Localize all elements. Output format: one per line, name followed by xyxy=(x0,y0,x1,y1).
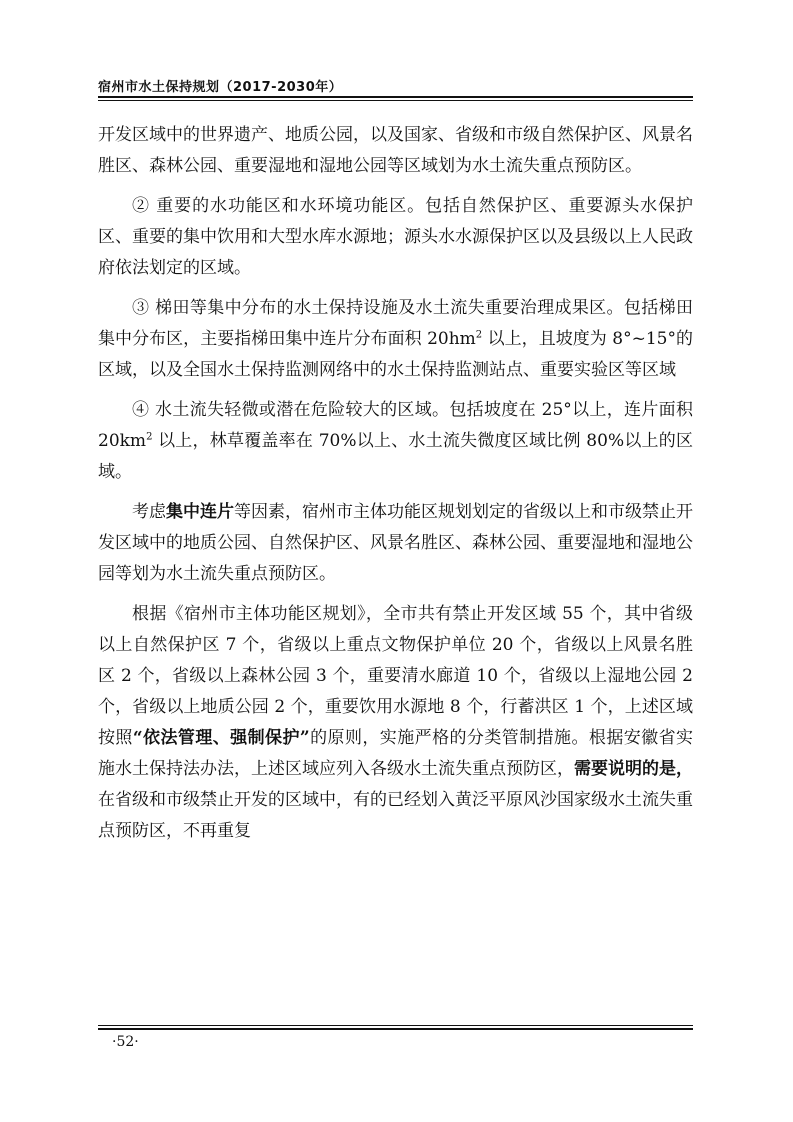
paragraph-item-4 xyxy=(98,395,693,488)
paragraph-text: 根据《宿州市主体功能区规划》，全市共有禁止开发区域 55 个，其中省级以上自然保护区 7 个，省级以上重点文物保护单位 20 个，省级以上风景名胜区 2 个，省级以上森林公园 3 个，重要清水廊道 10 个，省级以上湿地公园 2 个，省级以上地质公园 2 个，重要饮用水源地 8 个，行蓄洪区 1 个，上述区域按照 xyxy=(98,604,693,748)
page-number: ·52· xyxy=(112,1034,139,1050)
page-header xyxy=(98,76,693,100)
paragraph-item-2 xyxy=(98,191,693,284)
footer-rule-thick xyxy=(98,1028,693,1030)
paragraph-consideration xyxy=(98,497,693,590)
paragraph-item-3 xyxy=(98,293,693,386)
body-text xyxy=(98,120,693,856)
bold-text: 集中连片 xyxy=(166,502,234,522)
superscript: 2 xyxy=(475,329,483,341)
superscript: 2 xyxy=(146,431,153,443)
paragraph-plan xyxy=(98,599,693,847)
header-rule-thin xyxy=(98,100,693,101)
paragraph-text: 等因素，宿州市主体功能区规划划定的省级以上和市级禁止开发区域中的地质公园、自然保护区、风景名胜区、森林公园、重要湿地和湿地公园等划为水土流失重点预防区。 xyxy=(98,502,693,584)
paragraph-text: 在省级和市级禁止开发的区域中，有的已经划入黄泛平原风沙国家级水土流失重点预防区，不再重复 xyxy=(98,790,693,841)
paragraph-text: ③ 梯田等集中分布的水土保持设施及水土流失重要治理成果区。包括梯田集中分布区，主要指梯田集中连片分布面积 20hm xyxy=(98,298,693,349)
paragraph-text: 的原则，实施严格的分类管制措施。根据安徽省实施水土保持法办法，上述区域应列入各级水土流失重点预防区， xyxy=(98,728,694,779)
paragraph-continuation xyxy=(98,120,693,182)
paragraph-text: ② 重要的水功能区和水环境功能区。包括自然保护区、重要源头水保护区、重要的集中饮用和大型水库水源地；源头水水源保护区以及县级以上人民政府依法划定的区域。 xyxy=(98,196,693,278)
paragraph-text: 开发区域中的世界遗产、地质公园，以及国家、省级和市级自然保护区、风景名胜区、森林公园、重要湿地和湿地公园等区域划为水土流失重点预防区。 xyxy=(98,125,693,176)
paragraph-text: 以上，且坡度为 8°~15°的区域，以及全国水土保持监测网络中的水土保持监测站点、重要实验区等区域 xyxy=(98,329,693,380)
bold-text: “依法管理、强制保护” xyxy=(132,728,310,748)
paragraph-text: ④ 水土流失轻微或潜在危险较大的区域。包括坡度在 25°以上，连片面积 20km xyxy=(98,400,693,451)
bold-text: 需要说明的是， xyxy=(574,759,693,779)
header-title: 宿州市水土保持规划（2017-2030年） xyxy=(98,80,343,95)
paragraph-text: 以上，林草覆盖率在 70%以上、水土流失微度区域比例 80%以上的区域。 xyxy=(98,431,693,482)
paragraph-text: 考虑 xyxy=(132,502,166,522)
footer-rule-thin xyxy=(98,1025,693,1026)
header-rule-thick xyxy=(98,96,693,98)
